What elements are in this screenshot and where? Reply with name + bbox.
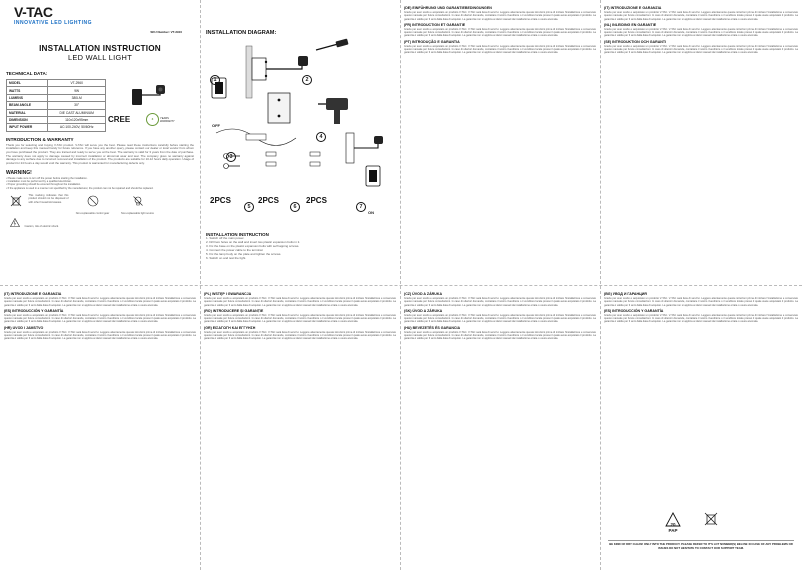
- disposal-note: This marking indicates that this product should not be disposed of with other household wastes.: [28, 194, 69, 204]
- step-1-marker: 1: [210, 75, 220, 85]
- lang-body: Grazie per aver scelto e acquistato un prodotto V-TAC. V-TAC sarà lieta di servirvi. Leggere attentamente queste istruzioni prima di iniziare l'installazione e conservare questo manuale per future consultazioni. In caso di ulteriori domande, contattare il nostro rivenditore o il venditore locale presso il quale avete acquistato il prodotto. La garanzia è valida per 3 anni dalla data di acquisto. La garanzia non si applica ai danni causati da installazione errata o usura anomala.: [604, 44, 798, 55]
- diagram-title: INSTALLATION DIAGRAM:: [206, 30, 277, 36]
- step-5-marker: 5: [244, 202, 254, 212]
- tech-value: 110x120x95mm: [48, 116, 106, 123]
- install-step: 4. Connect the power cable to the terminal.: [206, 247, 264, 252]
- light-source-label: Non-replaceable light source: [120, 212, 155, 216]
- lang-heading-it: (IT) INTRODUZIONE E GARANZIA: [4, 292, 62, 296]
- warranty-badge: 3: [146, 113, 159, 126]
- warning-item: • Proper grounding should be ensured throughout the installation.: [6, 183, 81, 187]
- install-step: 6. Switch on and test the light.: [206, 255, 247, 260]
- tech-row: [7, 94, 106, 101]
- lang-panel-d: [204, 290, 396, 566]
- lang-heading-bg: (BG) УВОД И ГАРАНЦИЯ: [604, 292, 647, 296]
- lang-body: Grazie per aver scelto e acquistato un prodotto V-TAC. V-TAC sarà lieta di servirvi. Leggere attentamente queste istruzioni prima di iniziare l'installazione e conservare questo manuale per future consultazioni. In caso di ulteriori domande, contattare il nostro rivenditore o il venditore locale presso il quale avete acquistato il prodotto. La garanzia è valida per 3 anni dalla data di acquisto. La garanzia non si applica ai danni causati da installazione errata o usura anomala.: [4, 330, 196, 341]
- tech-row: [7, 109, 106, 116]
- lang-body: Grazie per aver scelto e acquistato un prodotto V-TAC. V-TAC sarà lieta di servirvi. Leggere attentamente queste istruzioni prima di iniziare l'installazione e conservare questo manuale per future consultazioni. In caso di ulteriori domande, contattare il nostro rivenditore o il venditore locale presso il quale avete acquistato il prodotto. La garanzia è valida per 3 anni dalla data di acquisto. La garanzia non si applica ai danni causati da installazione errata o usura anomala.: [404, 297, 596, 307]
- tech-value: DIE CAST ALUMINIUM: [48, 109, 106, 116]
- control-gear-icon: [87, 195, 99, 207]
- pcs-label-2: 2PCS: [258, 196, 279, 205]
- lang-body: Grazie per aver scelto e acquistato un prodotto V-TAC. V-TAC sarà lieta di servirvi. Leggere attentamente queste istruzioni prima di iniziare l'installazione e conservare questo manuale per future consultazioni. In caso di ulteriori domande, contattare il nostro rivenditore o il venditore locale presso il quale avete acquistato il prodotto. La garanzia è valida per 3 anni dalla data di acquisto. La garanzia non si applica ai danni causati da installazione errata o usura anomala.: [404, 11, 596, 21]
- lang-heading-gr: (GR) ΕΙΣΑΓΩΓΗ ΚΑΙ ΕΓΓΥΗΣΗ: [204, 325, 256, 330]
- lang-body: Grazie per aver scelto e acquistato un prodotto V-TAC. V-TAC sarà lieta di servirvi. Leggere attentamente queste istruzioni prima di iniziare l'installazione e conservare questo manuale per future consultazioni. In caso di ulteriori domande, contattare il nostro rivenditore o il venditore locale presso il quale avete acquistato il prodotto. La garanzia è valida per 3 anni dalla data di acquisto. La garanzia non si applica ai danni causati da installazione errata o usura anomala.: [604, 297, 798, 307]
- lang-panel-c: [4, 290, 196, 566]
- lang-heading-fr: (FR) INTRODUCTION ET GARANTIE: [404, 22, 466, 27]
- tech-value: 380LM: [48, 94, 106, 101]
- step-2-marker: 2: [302, 75, 312, 85]
- lang-heading-es: (ES) INTRODUCCIÓN Y GARANTÍA: [4, 308, 64, 313]
- lang-heading-cz: (CZ) ÚVOD A ZÁRUKA: [404, 292, 443, 296]
- tech-key: BEAM ANGLE: [7, 102, 48, 109]
- pcs-label-1: 2PCS: [210, 196, 231, 205]
- install-step: 3. Fix the base on the plastic expansion bolts with self tapping screws.: [206, 243, 300, 248]
- lang-heading-sk: (SK) ÚVOD A ZÁRUKA: [404, 308, 443, 313]
- doc-title: INSTALLATION INSTRUCTION: [39, 44, 161, 53]
- step-7-marker: 7: [356, 202, 366, 212]
- bin-icon: [704, 512, 718, 526]
- on-label: ON: [368, 210, 374, 215]
- lang-heading-hr: (HR) UVOD I JAMSTVO: [4, 325, 44, 330]
- lang-panel-f: [604, 290, 798, 566]
- electric-shock-icon: [10, 218, 20, 227]
- brand-logo: V-TAC: [14, 4, 53, 20]
- lang-body: Grazie per aver scelto e acquistato un prodotto V-TAC. V-TAC sarà lieta di servirvi. Leggere attentamente queste istruzioni prima di iniziare l'installazione e conservare questo manuale per future consultazioni. In caso di ulteriori domande, contattare il nostro rivenditore o il venditore locale presso il quale avete acquistato il prodotto. La garanzia è valida per 3 anni dalla data di acquisto. La garanzia non si applica ai danni causati da installazione errata o usura anomala.: [404, 27, 596, 38]
- lang-body: Grazie per aver scelto e acquistato un prodotto V-TAC. V-TAC sarà lieta di servirvi. Leggere attentamente queste istruzioni prima di iniziare l'installazione e conservare questo manuale per future consultazioni. In caso di ulteriori domande, contattare il nostro rivenditore o il venditore locale presso il quale avete acquistato il prodotto. La garanzia è valida per 3 anni dalla data di acquisto. La garanzia non si applica ai danni causati da installazione errata o usura anomala.: [604, 27, 798, 38]
- install-step: 2. Drill two holes on the wall and insert two plastic expansion bolts in it.: [206, 239, 301, 244]
- shock-caution: Caution, risk of electric shock.: [24, 225, 59, 229]
- step-3-marker: 3: [226, 152, 236, 162]
- install-steps: [206, 237, 396, 260]
- lang-body: Grazie per aver scelto e acquistato un prodotto V-TAC. V-TAC sarà lieta di servirvi. Leggere attentamente queste istruzioni prima di iniziare l'installazione e conservare questo manuale per future consultazioni. In caso di ulteriori domande, contattare il nostro rivenditore o il venditore locale presso il quale avete acquistato il prodotto. La garanzia è valida per 3 anni dalla data di acquisto. La garanzia non si applica ai danni causati da installazione errata o usura anomala.: [604, 313, 798, 324]
- warning-heading: WARNING!: [6, 169, 32, 176]
- warranty-label: YEARS WARRANTY: [160, 116, 175, 123]
- tech-data-heading: TECHNICAL DATA:: [6, 71, 48, 76]
- intro-heading: INTRODUCTION & WARRANTY: [6, 136, 74, 142]
- lang-heading-pl: (PL) WSTĘP I GWARANCJA: [204, 292, 252, 296]
- lang-heading-se: (SE) INTRODUKTION OCH GARANTI: [604, 39, 667, 44]
- tech-key: WATTS: [7, 87, 48, 94]
- lang-panel-e: [404, 290, 596, 566]
- pap-label: PAP: [668, 528, 678, 533]
- lang-body: Grazie per aver scelto e acquistato un prodotto V-TAC. V-TAC sarà lieta di servirvi. Leggere attentamente queste istruzioni prima di iniziare l'installazione e conservare questo manuale per future consultazioni. In caso di ulteriori domande, contattare il nostro rivenditore o il venditore locale presso il quale avete acquistato il prodotto. La garanzia è valida per 3 anni dalla data di acquisto. La garanzia non si applica ai danni causati da installazione errata o usura anomala.: [4, 297, 196, 307]
- tech-key: DIMENSION: [7, 116, 48, 123]
- tech-value: VT-2960: [48, 80, 106, 87]
- lang-body: Grazie per aver scelto e acquistato un prodotto V-TAC. V-TAC sarà lieta di servirvi. Leggere attentamente queste istruzioni prima di iniziare l'installazione e conservare questo manuale per future consultazioni. In caso di ulteriori domande, contattare il nostro rivenditore o il venditore locale presso il quale avete acquistato il prodotto. La garanzia è valida per 3 anni dalla data di acquisto. La garanzia non si applica ai danni causati da installazione errata o usura anomala.: [604, 11, 798, 21]
- tech-data-table: [6, 79, 106, 132]
- warning-item: • Please make sure to turn off the power before starting the installation.: [6, 176, 88, 180]
- lang-body: Grazie per aver scelto e acquistato un prodotto V-TAC. V-TAC sarà lieta di servirvi. Leggere attentamente queste istruzioni prima di iniziare l'installazione e conservare questo manuale per future consultazioni. In caso di ulteriori domande, contattare il nostro rivenditore o il venditore locale presso il quale avete acquistato il prodotto. La garanzia è valida per 3 anni dalla data di acquisto. La garanzia non si applica ai danni causati da installazione errata o usura anomala.: [404, 44, 596, 55]
- tech-row: [7, 80, 106, 87]
- lang-body: Grazie per aver scelto e acquistato un prodotto V-TAC. V-TAC sarà lieta di servirvi. Leggere attentamente queste istruzioni prima di iniziare l'installazione e conservare questo manuale per future consultazioni. In caso di ulteriori domande, contattare il nostro rivenditore o il venditore locale presso il quale avete acquistato il prodotto. La garanzia è valida per 3 anni dalla data di acquisto. La garanzia non si applica ai danni causati da installazione errata o usura anomala.: [204, 313, 396, 324]
- install-step: 1. Switch off the main power.: [206, 236, 245, 240]
- installation-diagram: [206, 38, 396, 198]
- lang-heading-es-2: (ES) INTRODUCCIÓN Y GARANTÍA: [604, 308, 664, 313]
- tech-key: INPUT POWER: [7, 124, 48, 131]
- diagram-panel: [206, 30, 396, 282]
- lang-heading-it-2: (IT) INTRODUZIONE E GARANZIA: [604, 6, 662, 10]
- product-photo-icon: [128, 81, 178, 111]
- warning-list: [4, 177, 196, 190]
- tech-row: [7, 124, 106, 131]
- intro-body: Thank you for selecting and buying V-TAC product. V-TAC will serve you the best. Please read these instructions carefully before starting the installation and keep this manual handy for future reference. If you have any another query, please contact our dealer or local vendor from whom you have purchased the product. They are trained and ready to serve you at the best. The warranty is valid for 3 years from the date of purchase. The warranty does not apply to damage caused by incorrect installation or abnormal wear and tear. The company gives no warranty against damage to any surface due to incorrect removal and installation of the product. The products are suitable for 10-12 hours daily operation. Usage of product for 24 hours a day would void the warranty. This product is warranted for manufacturing defects only.: [6, 142, 194, 166]
- fold-line: [0, 285, 802, 286]
- step-6-marker: 6: [290, 202, 300, 212]
- tech-value: 30°: [48, 102, 106, 109]
- tech-row: [7, 87, 106, 94]
- lang-panel-a: [404, 4, 596, 282]
- tech-value: AC:100-240V, 50/60Hz: [48, 124, 106, 131]
- lang-panel-b: [604, 4, 798, 282]
- lang-heading-nl: (NL) INLEIDING EN GARANTIE: [604, 22, 657, 27]
- brand-tagline: INNOVATIVE LED LIGHTING: [14, 20, 92, 26]
- cree-logo: CREE: [108, 115, 131, 124]
- lang-heading-pt: (PT) INTRODUÇÃO E GARANTIA: [404, 39, 460, 44]
- tech-value: 9W: [48, 87, 106, 94]
- tech-row: [7, 102, 106, 109]
- tech-row: [7, 116, 106, 123]
- recycling-block: [664, 512, 682, 543]
- lang-heading-ro: (RO) INTRODUCERE ȘI GARANȚIE: [204, 308, 264, 313]
- warning-item: • If the appliance is used in a manner not specified by the manufacturer, the product can not be repaired and should be replaced.: [6, 186, 154, 190]
- lang-body: Grazie per aver scelto e acquistato un prodotto V-TAC. V-TAC sarà lieta di servirvi. Leggere attentamente queste istruzioni prima di iniziare l'installazione e conservare questo manuale per future consultazioni. In caso di ulteriori domande, contattare il nostro rivenditore o il venditore locale presso il quale avete acquistato il prodotto. La garanzia è valida per 3 anni dalla data di acquisto. La garanzia non si applica ai danni causati da installazione errata o usura anomala.: [4, 313, 196, 324]
- lang-body: Grazie per aver scelto e acquistato un prodotto V-TAC. V-TAC sarà lieta di servirvi. Leggere attentamente queste istruzioni prima di iniziare l'installazione e conservare questo manuale per future consultazioni. In caso di ulteriori domande, contattare il nostro rivenditore o il venditore locale presso il quale avete acquistato il prodotto. La garanzia è valida per 3 anni dalla data di acquisto. La garanzia non si applica ai danni causati da installazione errata o usura anomala.: [204, 330, 396, 341]
- light-source-icon: [132, 195, 144, 207]
- tech-key: LUMENS: [7, 94, 48, 101]
- footer-notice: BE KIND OF DRY CLEAN! ONLY INTO THE PRODUCT. PLEASE REFER TO IT'S LOT NUMBER(S) BELOW. IN CASE OF ANY PROBLEMS OR ISSUES DO NOT HESITATE TO CONTACT OUR SUPPORT TEAM.: [609, 542, 793, 550]
- wheelie-bin-icon: [10, 195, 22, 207]
- lang-heading-hu: (HU) BEVEZETÉS ÉS GARANCIA: [404, 325, 461, 330]
- install-step: 5. Fix the lamp body on the plate and tighten the screws.: [206, 251, 282, 256]
- off-label: OFF: [212, 123, 220, 128]
- lang-body: Grazie per aver scelto e acquistato un prodotto V-TAC. V-TAC sarà lieta di servirvi. Leggere attentamente queste istruzioni prima di iniziare l'installazione e conservare questo manuale per future consultazioni. In caso di ulteriori domande, contattare il nostro rivenditore o il venditore locale presso il quale avete acquistato il prodotto. La garanzia è valida per 3 anni dalla data di acquisto. La garanzia non si applica ai danni causati da installazione errata o usura anomala.: [404, 330, 596, 341]
- lang-body: Grazie per aver scelto e acquistato un prodotto V-TAC. V-TAC sarà lieta di servirvi. Leggere attentamente queste istruzioni prima di iniziare l'installazione e conservare questo manuale per future consultazioni. In caso di ulteriori domande, contattare il nostro rivenditore o il venditore locale presso il quale avete acquistato il prodotto. La garanzia è valida per 3 anni dalla data di acquisto. La garanzia non si applica ai danni causati da installazione errata o usura anomala.: [204, 297, 396, 307]
- install-heading: INSTALLATION INSTRUCTION: [206, 232, 269, 237]
- lang-body: Grazie per aver scelto e acquistato un prodotto V-TAC. V-TAC sarà lieta di servirvi. Leggere attentamente queste istruzioni prima di iniziare l'installazione e conservare questo manuale per future consultazioni. In caso di ulteriori domande, contattare il nostro rivenditore o il venditore locale presso il quale avete acquistato il prodotto. La garanzia è valida per 3 anni dalla data di acquisto. La garanzia non si applica ai danni causati da installazione errata o usura anomala.: [404, 313, 596, 324]
- step-4-marker: 4: [316, 132, 326, 142]
- lang-heading-de: (DE) EINFÜHRUNG UND GARANTIEBEDINGUNGEN: [404, 6, 492, 10]
- tech-key: MATERIAL: [7, 109, 48, 116]
- pcs-label-3: 2PCS: [306, 196, 327, 205]
- doc-subtitle: LED WALL LIGHT: [67, 53, 133, 62]
- tech-key: MODEL: [7, 80, 48, 87]
- control-gear-label: Non-replaceable control gear: [75, 212, 110, 216]
- warning-item: • Installation must be performed by a qualified electrician.: [6, 180, 72, 184]
- sku-number: SKU Number: VT-2910: [150, 30, 182, 34]
- pap-number: 20: [670, 522, 676, 527]
- cover-panel: [4, 4, 196, 282]
